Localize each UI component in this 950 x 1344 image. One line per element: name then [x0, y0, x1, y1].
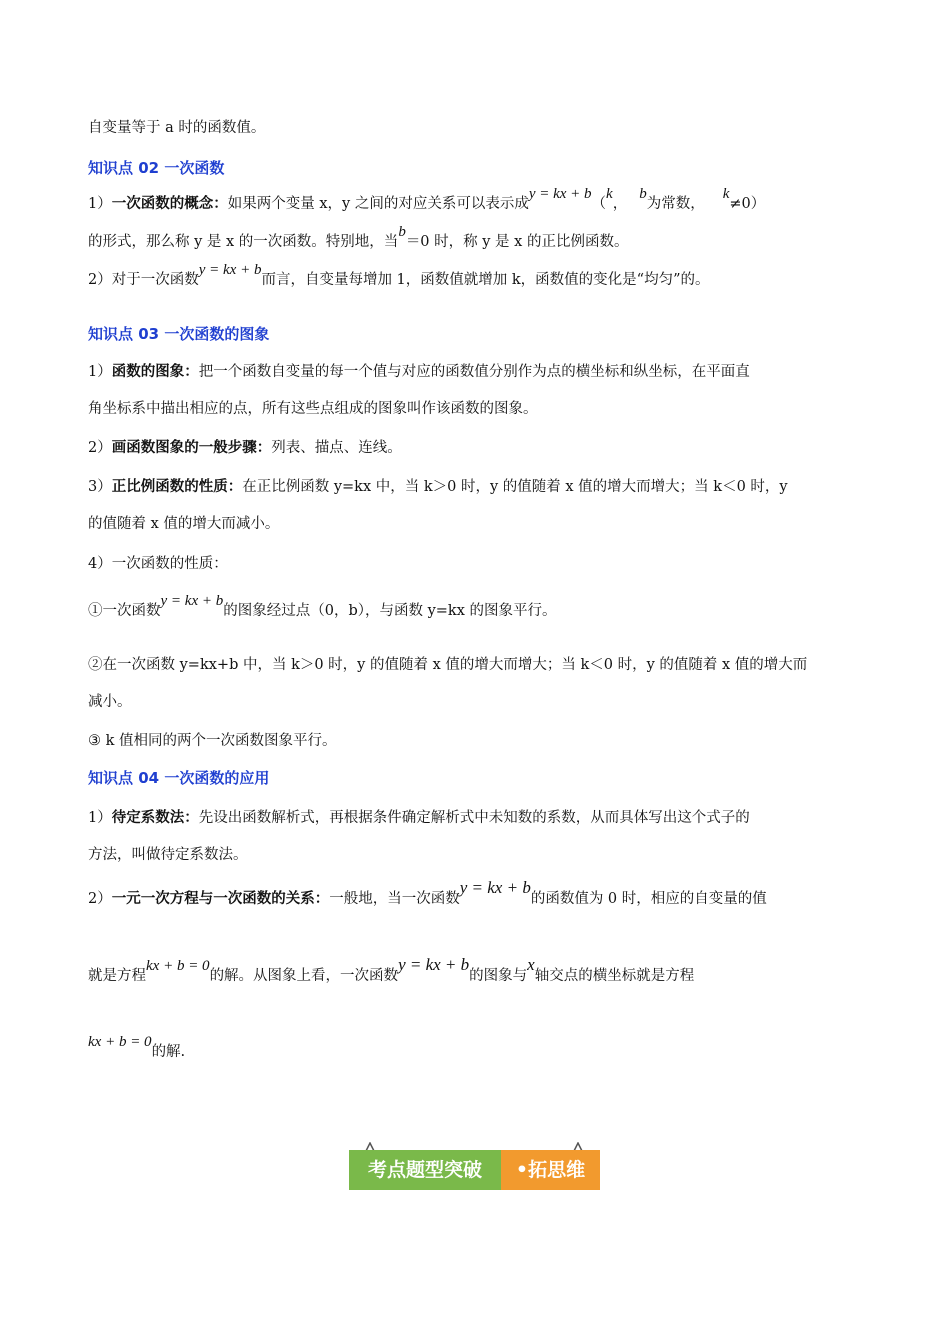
formula: b	[639, 186, 647, 202]
section-heading-04: 知识点 04 一次函数的应用	[88, 769, 270, 787]
text-line: 2）画函数图象的一般步骤：列表、描点、连线。	[88, 440, 402, 456]
text-line: 方法，叫做待定系数法。	[88, 847, 248, 863]
text-line: 2）对于一次函数y = kx + b而言，自变量每增加 1，函数值就增加 k，函数值的变化是“均匀”的。	[88, 262, 710, 288]
text-line: ①一次函数y = kx + b的图象经过点（0，b），与函数 y=kx 的图象平行。	[88, 593, 557, 619]
formula: y = kx + b	[198, 262, 262, 278]
banner-left-label: 考点题型突破	[349, 1150, 501, 1190]
text-line: 的形式，那么称 y 是 x 的一次函数。特别地，当b＝0 时，称 y 是 x 的正比例函数。	[88, 224, 629, 250]
section-banner	[349, 1142, 600, 1192]
text-line: 1）函数的图象：把一个函数自变量的每一个值与对应的函数值分别作为点的横坐标和纵坐标，在平面直	[88, 364, 750, 380]
formula: kx + b = 0	[146, 958, 210, 974]
banner-right-label: •拓思维	[501, 1150, 600, 1190]
formula: kx + b = 0	[88, 1034, 152, 1050]
formula: b	[398, 224, 406, 240]
formula: y = kx + b	[459, 878, 531, 897]
text-line: 4）一次函数的性质：	[88, 556, 228, 572]
text-line: 减小。	[88, 694, 132, 710]
section-heading-02: 知识点 02 一次函数	[88, 159, 225, 177]
formula: y = kx + b	[528, 186, 592, 202]
formula: k	[722, 186, 730, 202]
section-heading-03: 知识点 03 一次函数的图象	[88, 325, 270, 343]
text-line: ②在一次函数 y=kx+b 中，当 k＞0 时，y 的值随着 x 值的增大而增大；当 k＜0 时，y 的值随着 x 值的增大而	[88, 657, 808, 673]
text-line: 1）待定系数法：先设出函数解析式，再根据条件确定解析式中未知数的系数，从而具体写出这个式子的	[88, 810, 750, 826]
formula: y = kx + b	[398, 955, 470, 974]
text-line: kx + b = 0的解.	[88, 1034, 186, 1060]
formula: y = kx + b	[160, 593, 224, 609]
text-line: 的值随着 x 值的增大而减小。	[88, 516, 280, 532]
text-line: 就是方程kx + b = 0的解。从图象上看，一次函数y = kx + b的图象与x轴交点的横坐标就是方程	[88, 955, 695, 984]
paragraph-definition: 1）一次函数的概念：如果两个变量 x，y 之间的对应关系可以表示成y = kx + b（k，b为常数，k≠0）	[88, 186, 766, 212]
text-line: ③ k 值相同的两个一次函数图象平行。	[88, 733, 337, 749]
text-line: 角坐标系中描出相应的点，所有这些点组成的图象叫作该函数的图象。	[88, 401, 538, 417]
formula: k	[606, 186, 613, 202]
text-line: 3）正比例函数的性质：在正比例函数 y=kx 中，当 k＞0 时，y 的值随着 x 值的增大而增大；当 k＜0 时，y	[88, 479, 788, 495]
text-line: 自变量等于 a 时的函数值。	[88, 120, 266, 136]
text-line: 2）一元一次方程与一次函数的关系：一般地，当一次函数y = kx + b的函数值为 0 时，相应的自变量的值	[88, 878, 767, 907]
formula: x	[527, 955, 535, 974]
